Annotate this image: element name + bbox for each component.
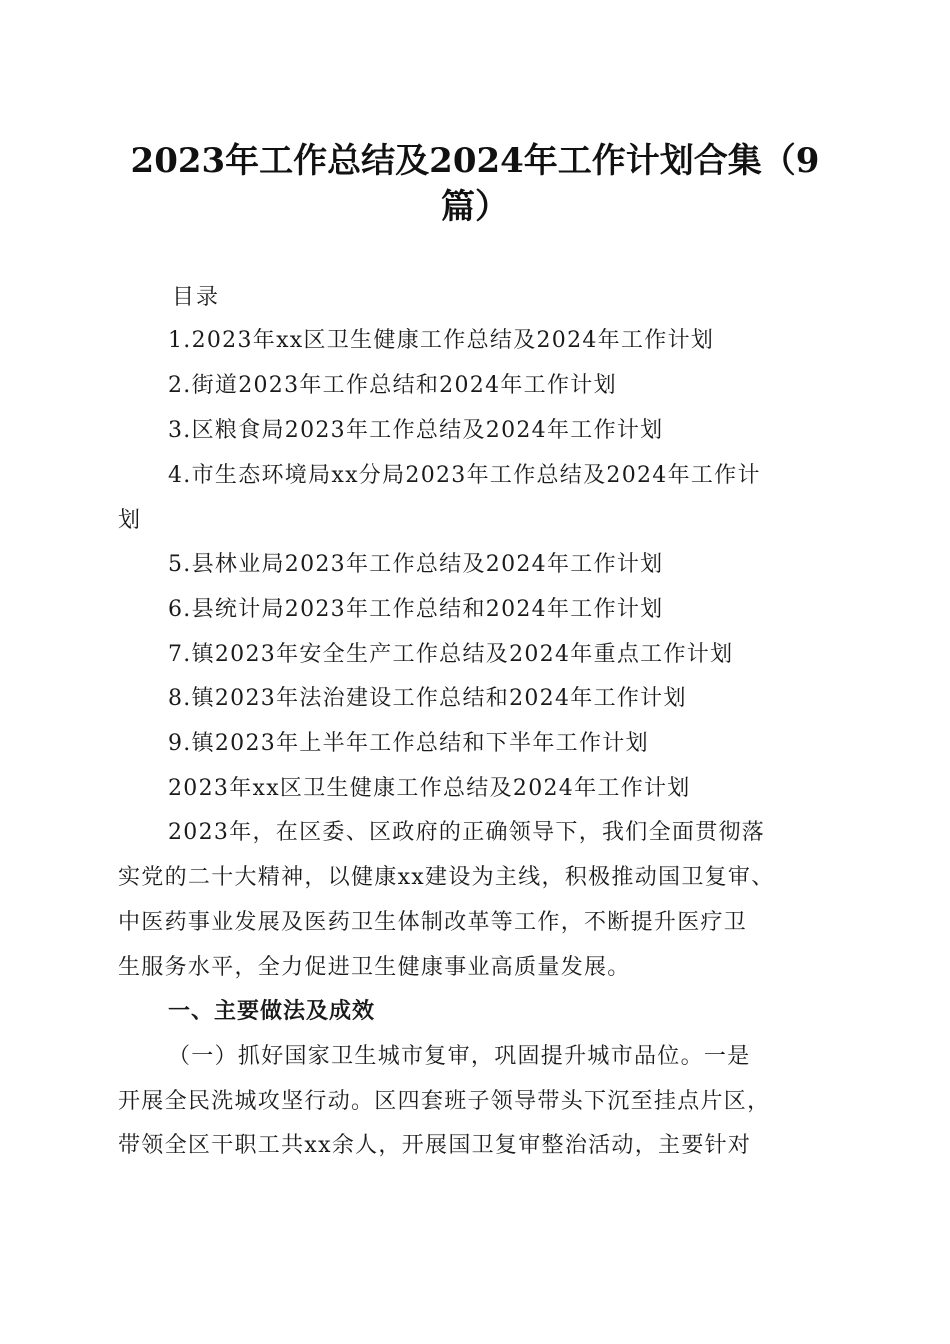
body-line: 带领全区干职工共xx余人，开展国卫复审整治活动，主要针对: [118, 1133, 752, 1158]
toc-item: 1.2023年xx区卫生健康工作总结及2024年工作计划: [168, 328, 715, 353]
toc-item: 5.县林业局2023年工作总结及2024年工作计划: [168, 552, 664, 577]
toc-item: 6.县统计局2023年工作总结和2024年工作计划: [168, 597, 664, 622]
body-line: 开展全民洗城攻坚行动。区四套班子领导带头下沉至挂点片区，: [118, 1089, 771, 1114]
intro-line: 2023年，在区委、区政府的正确领导下，我们全面贯彻落: [168, 820, 766, 845]
section-title: 2023年xx区卫生健康工作总结及2024年工作计划: [168, 776, 691, 801]
intro-line: 实党的二十大精神，以健康xx建设为主线，积极推动国卫复审、: [118, 865, 775, 890]
body-line: （一）抓好国家卫生城市复审，巩固提升城市品位。一是: [168, 1044, 751, 1069]
toc-item-continuation: 划: [118, 508, 142, 533]
intro-line: 生服务水平，全力促进卫生健康事业高质量发展。: [118, 955, 631, 980]
document-title-text: 2023年工作总结及2024年工作计划合集（9篇）: [130, 141, 820, 227]
toc-heading: 目录: [172, 285, 221, 310]
intro-line: 中医药事业发展及医药卫生体制改革等工作，不断提升医疗卫: [118, 910, 748, 935]
toc-item: 3.区粮食局2023年工作总结及2024年工作计划: [168, 418, 664, 443]
toc-item: 9.镇2023年上半年工作总结和下半年工作计划: [168, 731, 649, 756]
toc-item: 7.镇2023年安全生产工作总结及2024年重点工作计划: [168, 642, 734, 667]
toc-item: 2.街道2023年工作总结和2024年工作计划: [168, 373, 617, 398]
document-title: [120, 138, 830, 230]
toc-item: 8.镇2023年法治建设工作总结和2024年工作计划: [168, 686, 687, 711]
heading-level-1: 一、主要做法及成效: [168, 999, 376, 1024]
toc-item: 4.市生态环境局xx分局2023年工作总结及2024年工作计: [168, 463, 761, 488]
